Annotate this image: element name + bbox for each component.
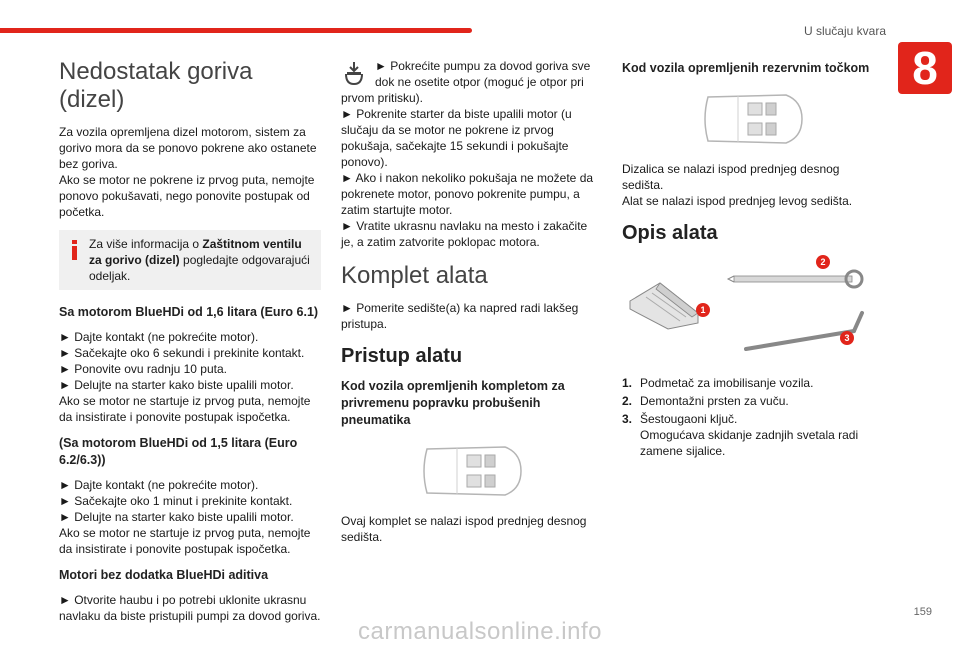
list-text: Demontažni prsten za vuču. xyxy=(640,394,789,408)
header-accent-bar xyxy=(0,28,472,33)
tools-drawing xyxy=(622,253,884,363)
info-text xyxy=(67,236,313,284)
access-title: Pristup alatu xyxy=(341,345,463,367)
column-1 xyxy=(59,58,321,624)
instruction-line: ► Dajte kontakt (ne pokrećite motor). xyxy=(59,330,259,344)
info-link-bold: Zaštitnom ventilu za gorivo (dizel) xyxy=(89,237,302,267)
list-number: 1. xyxy=(622,376,633,390)
instruction-line: ► Vratite ukrasnu navlaku na mesto i zakačite je, a zatim zatvorite poklopac motora. xyxy=(341,219,588,249)
repair-kit-title: Kod vozila opremljenih kompletom za privremenu popravku probušenih pneumatika xyxy=(341,379,565,427)
instruction-line: Alat se nalazi ispod prednjeg levog sedišta. xyxy=(622,194,853,208)
instruction-line: Ovaj komplet se nalazi ispod prednjeg desnog sedišta. xyxy=(341,514,587,544)
instruction-line: ► Ponovite ovu radnju 10 puta. xyxy=(59,362,227,376)
list-text: Podmetač za imobilisanje vozila. xyxy=(640,376,814,390)
wheel-chock-image xyxy=(630,283,698,329)
section-title: Motori bez dodatka BlueHDi aditiva xyxy=(59,568,269,582)
info-prefix: Za više informacija o xyxy=(89,237,203,251)
fuel-shortage-title: Nedostatak goriva (dizel) xyxy=(59,58,253,113)
instruction-line: Dizalica se nalazi ispod prednjeg desnog sedišta. xyxy=(622,162,840,192)
info-icon xyxy=(65,238,85,262)
tools-title: Opis alata xyxy=(622,222,718,244)
instruction-line: ► Pokrećite pumpu za dovod goriva sve dok ne osetite otpor (moguć je otpor pri prvom pritisku). xyxy=(341,59,591,105)
instruction-line: ► Delujte na starter kako biste upalili motor. xyxy=(59,378,294,392)
instruction-line: Ako se motor ne startuje iz prvog puta, nemojte da insistirate i ponovite postupak ispočetka. xyxy=(59,526,311,556)
section-title: (Sa motorom BlueHDi od 1,5 litara (Euro 6.2/6.3)) xyxy=(59,436,298,467)
instruction-line: ► Pokrenite starter da biste upalili motor (u slučaju da se motor ne pokrene iz prvog pokušaja, sačekajte 15 sekundi i pokušajte ponovo). xyxy=(341,107,572,169)
column-3 xyxy=(622,58,884,461)
fuel-pump-icon xyxy=(341,60,367,88)
list-number: 3. xyxy=(622,412,633,426)
chapter-badge: 8 xyxy=(898,42,952,94)
instruction-line: ► Pomerite sedište(a) ka napred radi lakšeg pristupa. xyxy=(341,301,579,331)
list-text: Šestougaoni ključ. Omogućava skidanje zadnjih svetala radi zamene sijalice. xyxy=(640,412,859,458)
list-number: 2. xyxy=(622,394,633,408)
section-header: U slučaju kvara xyxy=(803,24,886,38)
instruction-line: ► Sačekajte oko 1 minut i prekinite kontakt. xyxy=(59,494,293,508)
tool-list xyxy=(622,375,884,459)
instruction-line: ► Ako i nakon nekoliko pokušaja ne možete da pokrenete motor, ponovo pokrenite pumpu, a zatim startujte motor. xyxy=(341,171,594,217)
pump-note xyxy=(341,58,603,106)
list-item xyxy=(622,411,884,459)
section-title: Sa motorom BlueHDi od 1,6 litara (Euro 6.1) xyxy=(59,305,319,319)
instruction-line: ► Sačekajte oko 6 sekundi i prekinite kontakt. xyxy=(59,346,305,360)
column-2 xyxy=(341,58,603,545)
list-item xyxy=(622,375,884,391)
info-suffix: pogledajte odgovarajući odeljak. xyxy=(89,253,310,283)
instruction-line: ► Otvorite haubu i po potrebi uklonite ukrasnu navlaku da biste pristupili pumpi za dovod goriva. xyxy=(59,593,321,623)
callout-badge: 3 xyxy=(840,331,854,345)
tool-kit-title: Komplet alata xyxy=(341,262,488,289)
callout-badge: 2 xyxy=(816,255,830,269)
instruction-line: ► Delujte na starter kako biste upalili motor. xyxy=(59,510,294,524)
spare-wheel-title: Kod vozila opremljenih rezervnim točkom xyxy=(622,61,870,75)
intro-paragraph: Ako se motor ne pokrene iz prvog puta, nemojte ponovo pokušavati, nego ponovite postupak od početka. xyxy=(59,173,315,219)
tools-illustration xyxy=(622,253,884,363)
list-item xyxy=(622,393,884,409)
instruction-line: Ako se motor ne startuje iz prvog puta, nemojte da insistirate i ponovite postupak ispočetka. xyxy=(59,394,311,424)
towing-eye-image xyxy=(728,271,862,287)
car-topview-icon xyxy=(417,439,527,503)
intro-paragraph: Za vozila opremljena dizel motorom, sistem za gorivo mora da se ponovo pokrene ako ostanete bez goriva. xyxy=(59,125,317,171)
callout-badge: 1 xyxy=(696,303,710,317)
watermark-text[interactable]: carmanualsonline.info xyxy=(358,618,602,645)
car-topview-icon xyxy=(698,87,808,151)
instruction-line: ► Dajte kontakt (ne pokrećite motor). xyxy=(59,478,259,492)
info-box xyxy=(59,230,321,290)
page-number: 159 xyxy=(913,606,932,618)
